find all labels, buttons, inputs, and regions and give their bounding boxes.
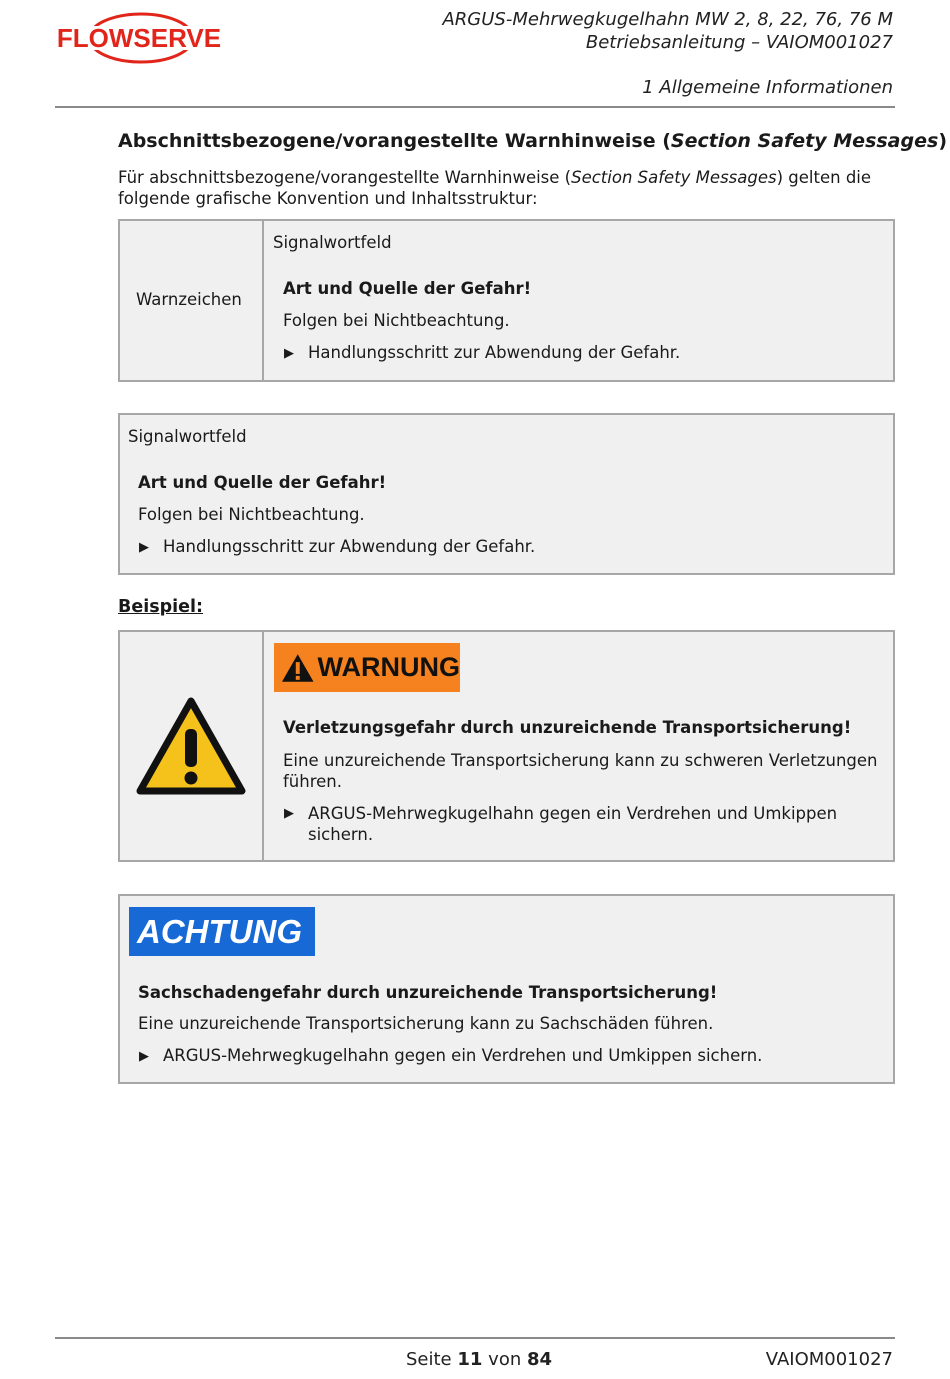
hazard-text: Verletzungsgefahr durch unzureichende Transportsicherung!	[283, 718, 852, 737]
brand-text: FLOWSERVE	[56, 23, 222, 53]
arrow-right-icon: ▶	[139, 1049, 149, 1064]
footer-divider	[55, 1337, 895, 1339]
arrow-right-icon: ▶	[284, 346, 294, 361]
consequence-text: Folgen bei Nichtbeachtung.	[283, 311, 510, 330]
chapter-title: 1 Allgemeine Informationen	[642, 77, 893, 98]
column-divider	[262, 219, 264, 382]
consequence-text: Eine unzureichende Transportsicherung kann zu Sachschäden führen.	[138, 1014, 714, 1033]
consequence-text: Folgen bei Nichtbeachtung.	[138, 505, 365, 524]
notice-signal-label	[129, 907, 315, 956]
hazard-text: Art und Quelle der Gefahr!	[138, 473, 387, 492]
signal-word-field: Signalwortfeld	[128, 427, 247, 446]
column-divider	[262, 630, 264, 862]
warning-sign-label: Warnzeichen	[136, 290, 242, 309]
action-step-text: ARGUS-Mehrwegkugelhahn gegen ein Verdrehen und Umkippen sichern.	[308, 804, 838, 844]
flowserve-logo	[55, 8, 225, 70]
intro-paragraph: Für abschnittsbezogene/vorangestellte Warnhinweise (Section Safety Messages) gelten die folgende grafische Konvention und Inhaltsstruktur:	[118, 168, 872, 208]
signal-word-field: Signalwortfeld	[273, 233, 392, 252]
section-heading: Abschnittsbezogene/vorangestellte Warnhinweise (Section Safety Messages)	[118, 130, 947, 152]
header-divider	[55, 106, 895, 108]
action-step-text: Handlungsschritt zur Abwendung der Gefahr.	[308, 343, 681, 362]
action-step-text: Handlungsschritt zur Abwendung der Gefahr.	[163, 537, 536, 556]
hazard-text: Sachschadengefahr durch unzureichende Transportsicherung!	[138, 983, 718, 1002]
arrow-right-icon: ▶	[139, 540, 149, 555]
document-subtitle: Betriebsanleitung – VAIOM001027	[585, 32, 893, 53]
warning-triangle-icon	[134, 695, 248, 797]
arrow-right-icon: ▶	[284, 806, 294, 821]
signal-word-notice: ACHTUNG	[137, 912, 302, 950]
document-id: VAIOM001027	[765, 1349, 893, 1370]
example-heading: Beispiel:	[118, 597, 204, 617]
consequence-text: Eine unzureichende Transportsicherung kann zu schweren Verletzungen führen.	[283, 751, 878, 791]
signal-word-warning: WARNUNG	[317, 652, 460, 682]
document-title: ARGUS-Mehrwegkugelhahn MW 2, 8, 22, 76, 76 M	[442, 9, 893, 30]
exclamation-icon	[185, 729, 197, 767]
page-number: Seite 11 von 84	[406, 1349, 553, 1370]
warning-signal-label	[274, 643, 460, 692]
action-step-text: ARGUS-Mehrwegkugelhahn gegen ein Verdrehen und Umkippen sichern.	[163, 1046, 763, 1065]
warning-triangle-small-icon	[280, 652, 316, 684]
hazard-text: Art und Quelle der Gefahr!	[283, 279, 532, 298]
